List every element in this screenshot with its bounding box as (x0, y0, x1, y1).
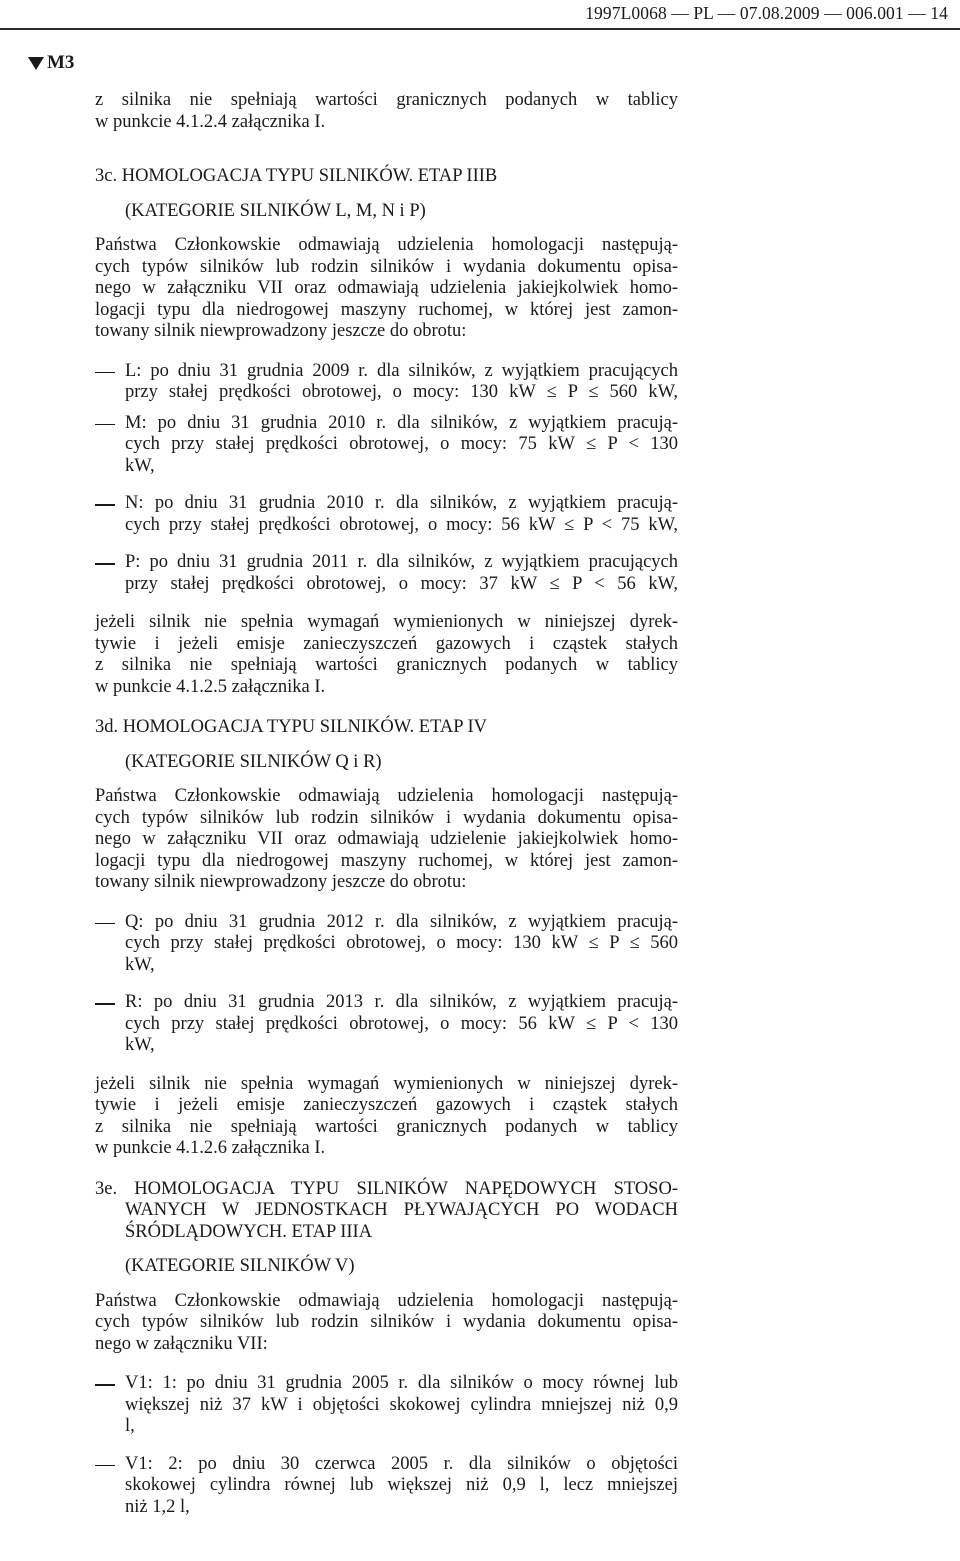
list-item (95, 1373, 678, 1438)
list-item (95, 413, 678, 478)
text-line: cych przy stałej prędkości obrotowej, o mocy: 130 kW ≤ P ≤ 560 (125, 933, 678, 953)
text-line: towany silnik niewprowadzony jeszcze do obrotu: (95, 321, 467, 341)
paragraph-3c-closing (95, 612, 678, 698)
text-line: kW, (125, 954, 155, 975)
text-line: przy stałej prędkości obrotowej, o mocy: 37 kW ≤ P < 56 kW, (125, 573, 678, 594)
document-body (95, 90, 678, 1518)
text-line: nego w załączniku VII: (95, 1333, 268, 1354)
dash-marker (95, 413, 125, 478)
amendment-marker (28, 52, 74, 74)
text-line: cych typów silników lub rodzin silników i wydania dokumentu opisa- (95, 1312, 678, 1332)
heading-line: WANYCH W JEDNOSTKACH PŁYWAJĄCYCH PO WODACH (125, 1200, 678, 1220)
text-line: z silnika nie spełniają wartości granicznych podanych w tablicy (95, 655, 678, 675)
dash-marker (95, 1373, 125, 1438)
text-line: L: po dniu 31 grudnia 2009 r. dla silników, z wyjątkiem pracujących (125, 360, 678, 381)
heading-line: ŚRÓDLĄDOWYCH. ETAP IIIA (125, 1221, 373, 1242)
text-line: skokowej cylindra równej lub większej niż 0,9 l, lecz mniejszej (125, 1475, 678, 1495)
text-line: tywie i jeżeli emisje zanieczyszczeń gazowych i cząstek stałych (95, 633, 678, 654)
text-line: większej niż 37 kW i objętości skokowej cylindra mniejszej niż 0,9 (125, 1394, 678, 1415)
list-item (95, 493, 678, 536)
text-line: cych typów silników lub rodzin silników i wydania dokumentu opisa- (95, 807, 678, 828)
text-line: l, (125, 1416, 135, 1436)
text-line: w punkcie 4.1.2.6 załącznika I. (95, 1138, 326, 1158)
document-reference: 1997L0068 — PL — 07.08.2009 — 006.001 — 14 (585, 3, 948, 23)
paragraph-3e-body (95, 1291, 678, 1356)
paragraph-3d-body (95, 786, 678, 894)
list-item (95, 912, 678, 977)
text-line: jeżeli silnik nie spełnia wymagań wymienionych w niniejszej dyrek- (95, 612, 678, 632)
text-line: niż 1,2 l, (125, 1496, 190, 1517)
dash-marker (95, 992, 125, 1057)
text-line: cych przy stałej prędkości obrotowej, o mocy: 75 kW ≤ P < 130 (125, 434, 678, 454)
intro-paragraph (95, 90, 678, 133)
text-line: cych typów silników lub rodzin silników i wydania dokumentu opisa- (95, 256, 678, 277)
text-line: kW, (125, 455, 155, 476)
text-line: nego w załączniku VII oraz odmawiają udzielenie jakiejkolwiek homo- (95, 829, 678, 849)
text-line: cych przy stałej prędkości obrotowej, o mocy: 56 kW ≤ P < 130 (125, 1013, 678, 1034)
text-line: cych przy stałej prędkości obrotowej, o mocy: 56 kW ≤ P < 75 kW, (125, 514, 678, 535)
list-item (95, 361, 678, 404)
text-line: w punkcie 4.1.2.5 załącznika I. (95, 676, 326, 697)
text-line: R: po dniu 31 grudnia 2013 r. dla silników, z wyjątkiem pracują- (125, 992, 678, 1012)
text-line: z silnika nie spełniają wartości granicznych podanych w tablicy (95, 1116, 678, 1137)
section-heading-3e (95, 1179, 678, 1244)
dash-marker (95, 552, 125, 595)
list-item (95, 992, 678, 1057)
text-line: tywie i jeżeli emisje zanieczyszczeń gazowych i cząstek stałych (95, 1095, 678, 1115)
category-label-3e: (KATEGORIE SILNIKÓW V) (125, 1256, 355, 1276)
amendment-label: M3 (47, 52, 75, 73)
text-line: przy stałej prędkości obrotowej, o mocy: 130 kW ≤ P ≤ 560 kW, (125, 382, 678, 402)
text-line: nego w załączniku VII oraz odmawiają udzielenia jakiejkolwiek homo- (95, 278, 678, 298)
list-item (95, 552, 678, 595)
text-line: Państwa Członkowskie odmawiają udzielenia homologacji następują- (95, 1290, 678, 1311)
text-line: w punkcie 4.1.2.4 załącznika I. (95, 111, 326, 132)
text-line: P: po dniu 31 grudnia 2011 r. dla silników, z wyjątkiem pracujących (125, 552, 678, 572)
text-line: V1: 1: po dniu 31 grudnia 2005 r. dla silników o mocy równej lub (125, 1373, 678, 1393)
section-heading-3c: 3c. HOMOLOGACJA TYPU SILNIKÓW. ETAP IIIB (95, 166, 498, 186)
text-line: V1: 2: po dniu 30 czerwca 2005 r. dla silników o objętości (125, 1453, 678, 1474)
text-line: jeżeli silnik nie spełnia wymagań wymienionych w niniejszej dyrek- (95, 1073, 678, 1094)
text-line: logacji typu dla niedrogowej maszyny ruchomej, w której jest zamon- (95, 299, 678, 320)
text-line: N: po dniu 31 grudnia 2010 r. dla silników, z wyjątkiem pracują- (125, 493, 678, 513)
text-line: Państwa Członkowskie odmawiają udzielenia homologacji następują- (95, 786, 678, 806)
dash-marker (95, 912, 125, 977)
triangle-down-icon (28, 57, 44, 70)
text-line: towany silnik niewprowadzony jeszcze do obrotu: (95, 872, 467, 892)
section-heading-3d: 3d. HOMOLOGACJA TYPU SILNIKÓW. ETAP IV (95, 717, 487, 737)
category-label-3d: (KATEGORIE SILNIKÓW Q i R) (125, 751, 382, 772)
text-line: M: po dniu 31 grudnia 2010 r. dla silników, z wyjątkiem pracują- (125, 412, 678, 433)
text-line: Państwa Członkowskie odmawiają udzielenia homologacji następują- (95, 235, 678, 255)
category-label-3c: (KATEGORIE SILNIKÓW L, M, N i P) (125, 200, 426, 221)
list-item (95, 1454, 678, 1519)
text-line: Q: po dniu 31 grudnia 2012 r. dla silników, z wyjątkiem pracują- (125, 911, 678, 932)
dash-marker (95, 361, 125, 404)
heading-line: 3e. HOMOLOGACJA TYPU SILNIKÓW NAPĘDOWYCH STOSO- (95, 1178, 678, 1199)
text-line: z silnika nie spełniają wartości granicznych podanych w tablicy (95, 90, 678, 110)
text-line: kW, (125, 1035, 155, 1055)
paragraph-3c-body (95, 235, 678, 343)
dash-marker (95, 493, 125, 536)
text-line: logacji typu dla niedrogowej maszyny ruchomej, w której jest zamon- (95, 850, 678, 871)
paragraph-3d-closing (95, 1074, 678, 1160)
dash-marker (95, 1454, 125, 1519)
